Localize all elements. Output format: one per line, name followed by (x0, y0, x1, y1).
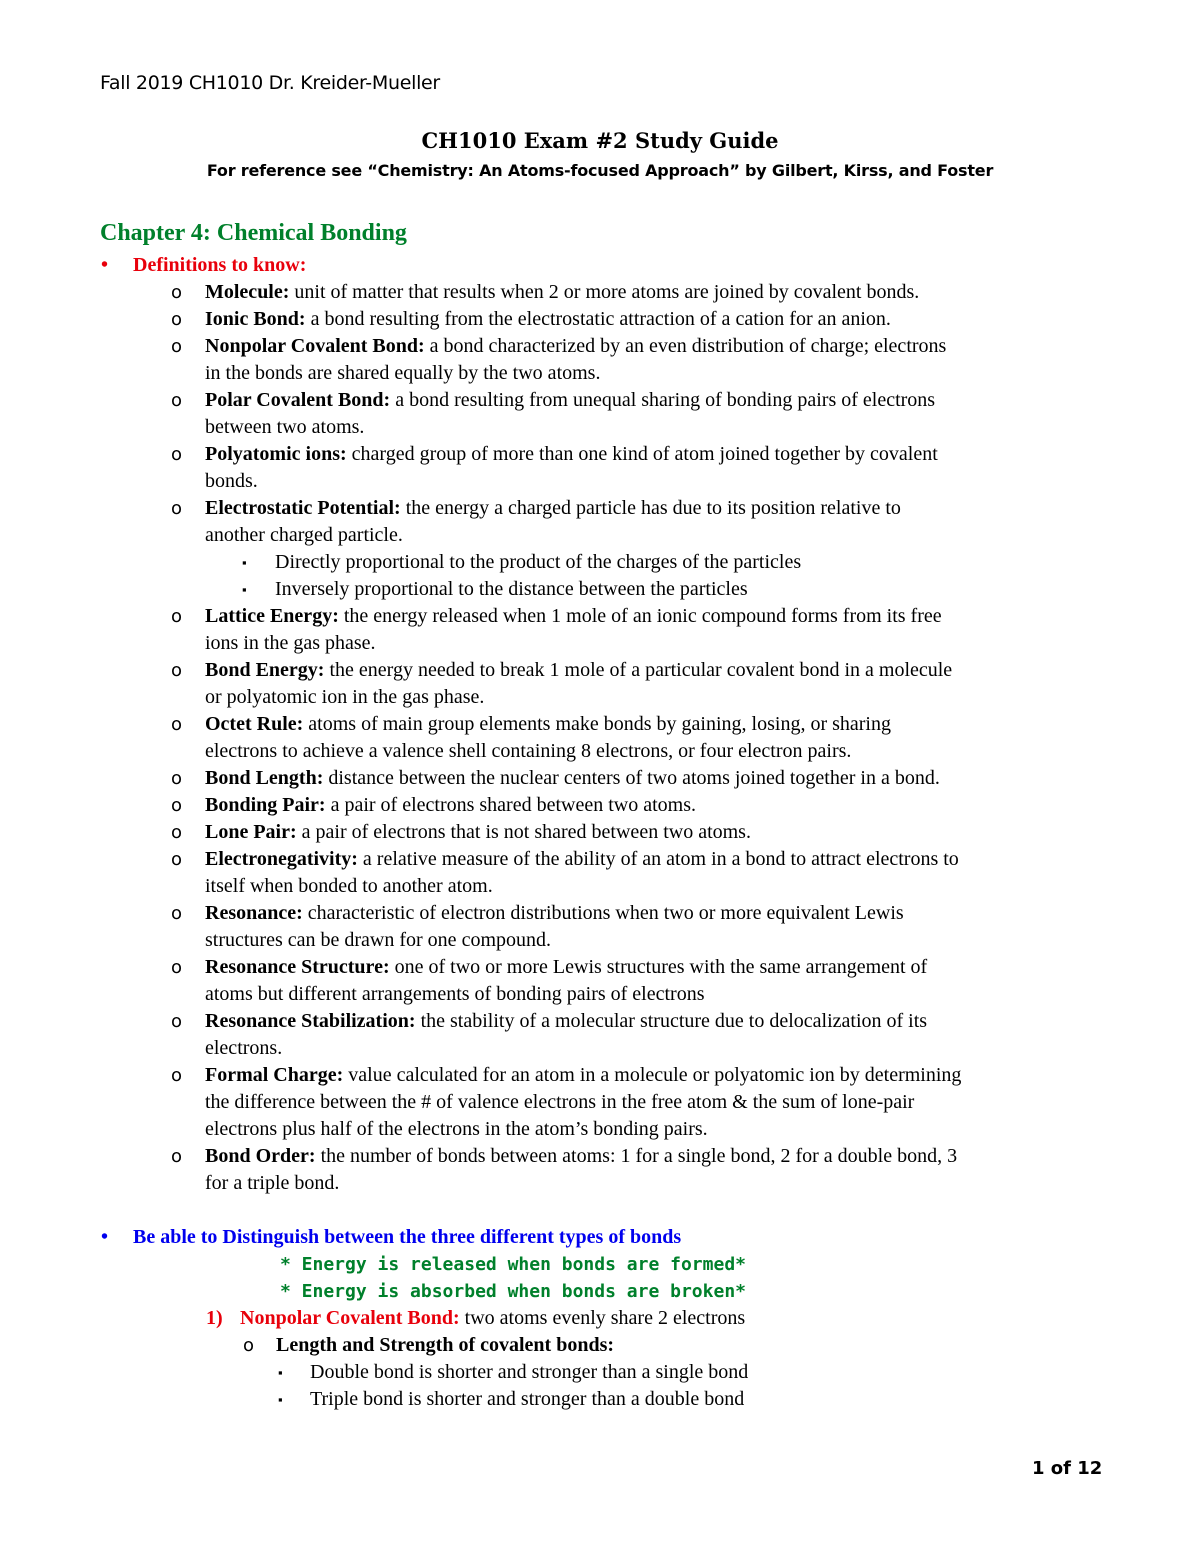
definition-term: Electronegativity: (205, 848, 358, 870)
definition-text: electrons. (205, 1037, 283, 1059)
definition-item (0, 657, 1200, 711)
bond-type-number: 1) (206, 1307, 223, 1329)
definitions-list (0, 279, 1200, 1197)
definition-text: a bond resulting from the electrostatic attraction of a cation for an anion. (305, 308, 891, 330)
hollow-bullet-icon: o (171, 822, 183, 843)
definition-text: the stability of a molecular structure due to delocalization of its (415, 1010, 928, 1032)
length-strength-heading-item (0, 1332, 1200, 1359)
definitions-heading: Definitions to know: (133, 254, 307, 276)
definition-term: Bond Length: (205, 767, 324, 789)
hollow-bullet-icon: o (171, 957, 183, 978)
page-number: 1 of 12 (1032, 1458, 1103, 1479)
definition-text: a pair of electrons shared between two atoms. (325, 794, 696, 816)
definition-text: between two atoms. (205, 416, 365, 438)
definition-term: Formal Charge: (205, 1064, 344, 1086)
page-header: Fall 2019 CH1010 Dr. Kreider-Mueller (100, 72, 440, 94)
subpoint-text: Directly proportional to the product of the charges of the particles (275, 551, 802, 573)
hollow-bullet-icon: o (171, 714, 183, 735)
definition-term: Bond Energy: (205, 659, 325, 681)
definition-text: distance between the nuclear centers of two atoms joined together in a bond. (323, 767, 940, 789)
definition-term: Bonding Pair: (205, 794, 326, 816)
bond-types-heading: Be able to Distinguish between the three different types of bonds (133, 1226, 682, 1248)
definition-term: Lone Pair: (205, 821, 297, 843)
hollow-bullet-icon: o (171, 498, 183, 519)
definition-term: Molecule: (205, 281, 290, 303)
hollow-bullet-icon: o (171, 795, 183, 816)
bond-type-label: Nonpolar Covalent Bond: (240, 1307, 460, 1329)
definition-item (0, 495, 1200, 549)
definition-text: a bond characterized by an even distribution of charge; electrons (424, 335, 947, 357)
hollow-bullet-icon: o (171, 390, 183, 411)
length-strength-heading: Length and Strength of covalent bonds: (276, 1334, 615, 1356)
bond-type-item (0, 1305, 1200, 1332)
hollow-bullet-icon: o (171, 849, 183, 870)
definition-item (0, 954, 1200, 1008)
subpoint-text: Inversely proportional to the distance between the particles (275, 578, 748, 600)
definition-item (0, 1008, 1200, 1062)
definition-text: atoms but different arrangements of bonding pairs of electrons (205, 983, 705, 1005)
definition-item (0, 441, 1200, 495)
definition-item (0, 846, 1200, 900)
definition-text: in the bonds are shared equally by the two atoms. (205, 362, 601, 384)
definition-text: electrons plus half of the electrons in the atom’s bonding pairs. (205, 1118, 708, 1140)
hollow-bullet-icon: o (171, 1065, 183, 1086)
hollow-bullet-icon: o (171, 660, 183, 681)
definition-text: charged group of more than one kind of atom joined together by covalent (346, 443, 938, 465)
definition-item (0, 603, 1200, 657)
square-bullet-icon: ▪ (242, 555, 247, 570)
square-bullet-icon: ▪ (278, 1365, 283, 1380)
definition-term: Resonance Stabilization: (205, 1010, 416, 1032)
definition-text: value calculated for an atom in a molecule or polyatomic ion by determining (343, 1064, 962, 1086)
document-subtitle: For reference see “Chemistry: An Atoms-focused Approach” by Gilbert, Kirss, and Foster (206, 161, 994, 180)
definition-text: or polyatomic ion in the gas phase. (205, 686, 485, 708)
length-strength-text: Double bond is shorter and stronger than a single bond (310, 1361, 749, 1383)
definition-text: the energy released when 1 mole of an ionic compound forms from its free (338, 605, 942, 627)
definitions-heading-item (0, 252, 1200, 279)
length-strength-point (0, 1359, 1200, 1386)
definition-text: the difference between the # of valence electrons in the free atom & the sum of lone-pair (205, 1091, 915, 1113)
definition-item (0, 1143, 1200, 1197)
bond-types-heading-item (0, 1224, 1200, 1251)
definition-text: itself when bonded to another atom. (205, 875, 493, 897)
definition-term: Electrostatic Potential: (205, 497, 401, 519)
round-bullet-icon: • (101, 1226, 109, 1248)
hollow-bullet-icon: o (171, 768, 183, 789)
definition-item (0, 387, 1200, 441)
hollow-bullet-icon: o (243, 1335, 255, 1356)
document-title: CH1010 Exam #2 Study Guide (421, 128, 779, 153)
hollow-bullet-icon: o (171, 903, 183, 924)
definition-text: a relative measure of the ability of an atom in a bond to attract electrons to (357, 848, 959, 870)
hollow-bullet-icon: o (171, 1146, 183, 1167)
definition-text: ions in the gas phase. (205, 632, 376, 654)
definition-term: Polyatomic ions: (205, 443, 347, 465)
bond-type-text: two atoms evenly share 2 electrons (459, 1307, 746, 1329)
definition-text: structures can be drawn for one compound. (205, 929, 551, 951)
definition-text: characteristic of electron distributions when two or more equivalent Lewis (302, 902, 904, 924)
electrostatic-subpoint (0, 549, 1200, 576)
definition-item (0, 1062, 1200, 1143)
energy-note-formed: * Energy is released when bonds are formed* (280, 1254, 746, 1275)
hollow-bullet-icon: o (171, 606, 183, 627)
definition-text: a pair of electrons that is not shared between two atoms. (296, 821, 751, 843)
definition-text: another charged particle. (205, 524, 403, 546)
definition-term: Nonpolar Covalent Bond: (205, 335, 425, 357)
definition-text: the energy needed to break 1 mole of a particular covalent bond in a molecule (324, 659, 953, 681)
chapter-heading: Chapter 4: Chemical Bonding (100, 220, 407, 246)
energy-note-broken: * Energy is absorbed when bonds are broken* (280, 1281, 746, 1302)
definition-item (0, 279, 1200, 306)
definition-term: Ionic Bond: (205, 308, 306, 330)
hollow-bullet-icon: o (171, 1011, 183, 1032)
definition-item (0, 711, 1200, 765)
definition-text: unit of matter that results when 2 or more atoms are joined by covalent bonds. (289, 281, 920, 303)
study-guide-content (0, 252, 1200, 1413)
length-strength-point (0, 1386, 1200, 1413)
definition-term: Lattice Energy: (205, 605, 339, 627)
definition-term: Bond Order: (205, 1145, 316, 1167)
definition-item (0, 333, 1200, 387)
hollow-bullet-icon: o (171, 444, 183, 465)
square-bullet-icon: ▪ (278, 1392, 283, 1407)
definition-text: electrons to achieve a valence shell containing 8 electrons, or four electron pairs. (205, 740, 852, 762)
definition-text: bonds. (205, 470, 258, 492)
electrostatic-subpoint (0, 576, 1200, 603)
definition-text: for a triple bond. (205, 1172, 340, 1194)
definition-text: atoms of main group elements make bonds by gaining, losing, or sharing (303, 713, 891, 735)
definition-item (0, 765, 1200, 792)
definition-item (0, 306, 1200, 333)
definition-term: Resonance Structure: (205, 956, 390, 978)
definition-text: the energy a charged particle has due to its position relative to (400, 497, 901, 519)
square-bullet-icon: ▪ (242, 582, 247, 597)
definition-text: the number of bonds between atoms: 1 for a single bond, 2 for a double bond, 3 (315, 1145, 958, 1167)
definition-term: Resonance: (205, 902, 303, 924)
definition-item (0, 792, 1200, 819)
hollow-bullet-icon: o (171, 309, 183, 330)
definition-item (0, 900, 1200, 954)
definition-text: one of two or more Lewis structures with the same arrangement of (389, 956, 928, 978)
definition-text: a bond resulting from unequal sharing of bonding pairs of electrons (390, 389, 936, 411)
hollow-bullet-icon: o (171, 336, 183, 357)
round-bullet-icon: • (101, 254, 109, 276)
definition-term: Polar Covalent Bond: (205, 389, 391, 411)
length-strength-text: Triple bond is shorter and stronger than a double bond (310, 1388, 745, 1410)
definition-item (0, 819, 1200, 846)
hollow-bullet-icon: o (171, 282, 183, 303)
definition-term: Octet Rule: (205, 713, 304, 735)
